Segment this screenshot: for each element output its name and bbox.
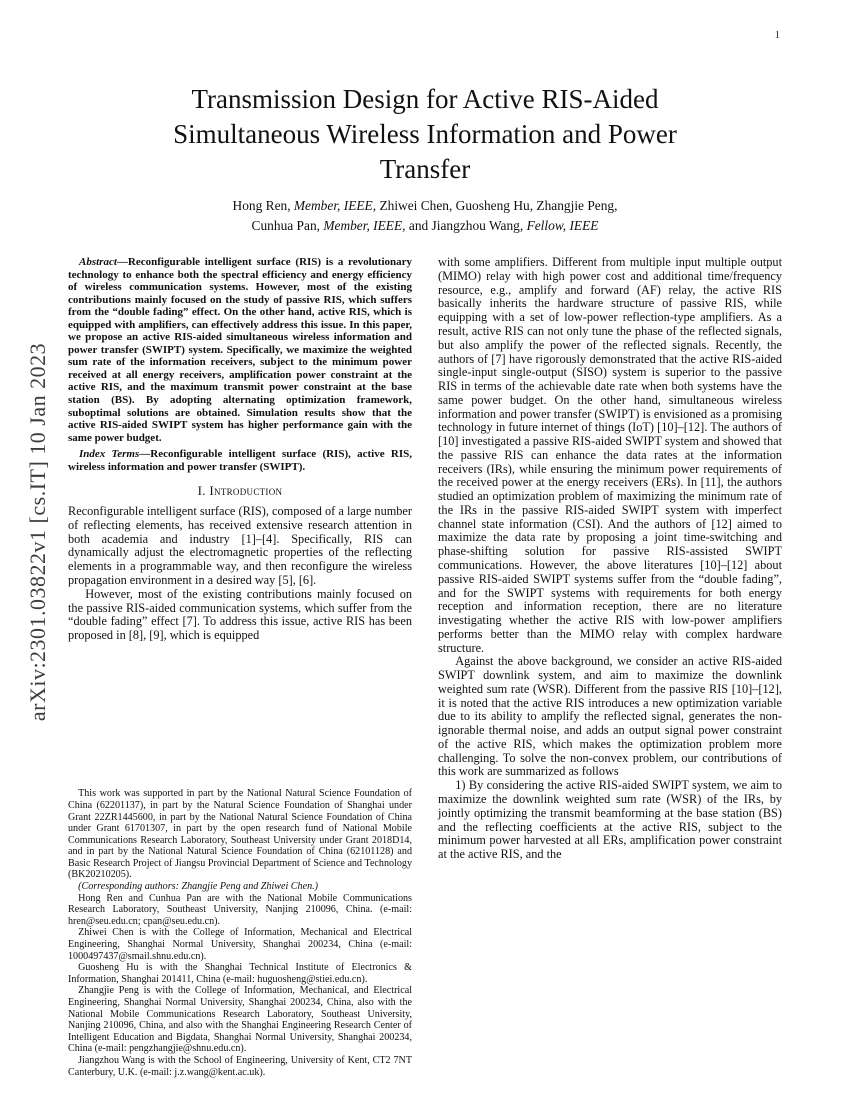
footnote-affiliation-zhiwei-chen: Zhiwei Chen is with the College of Information, Mechanical and Electrical Engineering, Shanghai Normal University, Shanghai 200234, China (e-mail: 1000497437@smail.shnu.edu.cn). xyxy=(68,927,412,962)
intro-paragraph-1: Reconfigurable intelligent surface (RIS), composed of a large number of reflecting elements, has received extensive research attention in both academia and industry [1]–[4]. Specifically, RIS can dynamically adjust the electromagnetic properties of the reflecting elements in a programmable way, and then reconfigure the wireless propagation environment in a desired way [5], [6]. xyxy=(68,504,412,588)
abstract-text: —Reconfigurable intelligent surface (RIS) is a revolutionary technology to enhance both the spectral efficiency and energy efficiency of wireless communication systems. However, most of the existing contributions mainly focused on the study of passive RIS, which suffers from the “double fading” effect. On the other hand, active RIS, which is equipped with amplifiers, can effectively address this issue. In this paper, we propose an active RIS-aided simultaneous wireless information and power transfer (SWIPT) system. Specifically, we maximize the weighted sum rate of the information receivers, subject to the minimum power received at all energy receivers, amplification power constraint at the active RIS, and the maximum transmit power constraint at the base station (BS). By adopting alternating optimization framework, suboptimal solutions are obtained. Simulation results show that the active RIS-aided SWIPT system has higher performance gain with the same power budget. xyxy=(68,256,412,444)
author-line-1 xyxy=(0,196,850,215)
page-number: 1 xyxy=(774,30,780,41)
arxiv-watermark: arXiv:2301.03822v1 [cs.IT] 10 Jan 2023 xyxy=(25,342,50,722)
section-heading-introduction: I. Introduction xyxy=(197,483,283,499)
footnote-affiliation-zhangjie-peng: Zhangjie Peng is with the College of Information, Mechanical, and Electrical Engineering, Shanghai Normal University, Shanghai 200234, China, also with the National Mobile Communications Research Laboratory, Southeast University, Nanjing 210096, China, and also with the Shanghai Engineering Research Center of Intelligent Education and Bigdata, Shanghai Normal University, Shanghai 200234, China (e-mail: pengzhangjie@shnu.edu.cn). xyxy=(68,985,412,1055)
right-column xyxy=(438,256,782,1078)
paper-title-line-1: Transmission Design for Active RIS-Aided xyxy=(191,84,659,114)
abstract-paragraph xyxy=(68,256,412,444)
body-paragraph-continuation: with some amplifiers. Different from multiple input multiple output (MIMO) relay with high power cost and additional time/frequency resource, e.g., amplify and forward (AF) relay, the active RIS basically inherits the hardware structure of passive RIS, while equipping with a set of low-power reflection-type amplifiers. As a result, active RIS can not only tune the phase of the reflected signals, but also amplify the power of the reflected signals. Recently, the authors of [7] have rigorously demonstrated that the active RIS-aided single-input single-output (SISO) system is superior to the passive RIS in terms of the achievable date rate when both systems have the same power budget. On the other hand, simultaneous wireless information and power transfer (SWIPT) is envisioned as a promising technology in future internet of things (IoT) [10]–[12]. The authors of [10] investigated a passive RIS-aided SWIPT system and showed that the passive RIS can enhance the data rates at the information receivers (IRs), while ensuring the minimum power requirements of the received power at the energy receivers (ERs). In [11], the authors studied an optimization problem of maximizing the minimum rate of the IRs in the passive RIS-aided SWIPT system with imperfect channel state information (CSI). And the authors of [12] aimed to maximize the data rate by proposing a joint time-switching and phase-shifting solution for passive RIS-assisted SWIPT communications. However, the above literatures [10]–[12] about passive RIS-aided SWIPT systems suffer from the “double fading”, and for the SWIPT systems with requirements for both energy reception and information reception, there are no literature investigating whether the active RIS with low-power amplifiers performs better than the MIMO relay with complex hardware structure. xyxy=(438,255,782,655)
author-names: Hong Ren, xyxy=(232,198,294,214)
paper-title-line-2: Simultaneous Wireless Information and Power xyxy=(173,119,677,150)
footnote-block xyxy=(68,778,412,1078)
abstract-label: Abstract xyxy=(79,256,117,269)
footnote-affiliation-guosheng-hu: Guosheng Hu is with the Shanghai Technical Institute of Electronics & Information, Shanghai 201411, China (e-mail: huguosheng@stiei.edu.cn). xyxy=(68,962,412,985)
left-column xyxy=(68,256,412,1078)
paper-title xyxy=(95,82,755,187)
index-terms-paragraph xyxy=(68,448,412,473)
footnote-affiliation-jiangzhou-wang: Jiangzhou Wang is with the School of Engineering, University of Kent, CT2 7NT Canterbury, U.K. (e-mail: j.z.wang@kent.ac.uk). xyxy=(68,1054,412,1078)
paper-title-line-3: Transfer xyxy=(379,154,471,185)
index-terms-text: —Reconfigurable intelligent surface (RIS), active RIS, wireless information and power transfer (SWIPT). xyxy=(68,448,412,473)
author-line-2 xyxy=(0,216,850,235)
intro-paragraph-2: However, most of the existing contributions mainly focused on the passive RIS-aided communication systems, which suffer from the “double fading” effect [7]. To address this issue, active RIS has been proposed in [8], [9], which is equipped xyxy=(68,586,412,643)
footnote-corresponding-authors: (Corresponding authors: Zhangjie Peng and Zhiwei Chen.) xyxy=(78,881,319,893)
footnote-affiliation-hong-ren: Hong Ren and Cunhua Pan are with the National Mobile Communications Research Laboratory, Southeast University, Nanjing 210096, China. (e-mail: hren@seu.edu.cn; cpan@seu.edu.cn). xyxy=(68,892,412,927)
author-affiliation-title: Fellow, IEEE xyxy=(526,217,599,233)
author-names: and Jiangzhou Wang, xyxy=(405,217,527,233)
body-paragraph-background: Against the above background, we consider an active RIS-aided SWIPT downlink system, and aim to maximize the downlink weighted sum rate (WSR). Different from the passive RIS [10]–[12], it is noted that the active RIS introduces a new optimization variable due to its ability to amplify the reflected signal, generates the non-ignorable thermal noise, and adds an output signal power constraint of the active RIS, which makes the optimization problem more challenging. To solve the non-convex problem, our contributions of this work are summarized as follows xyxy=(438,654,782,779)
author-list xyxy=(0,196,850,235)
author-names: Cunhua Pan, xyxy=(251,217,324,233)
author-names: Zhiwei Chen, Guosheng Hu, Zhangjie Peng, xyxy=(376,198,618,214)
author-affiliation-title: Member, IEEE, xyxy=(293,198,377,214)
body-paragraph-contribution-1: 1) By considering the active RIS-aided SWIPT system, we aim to maximize the downlink weighted sum rate (WSR) of the IRs, by jointly optimizing the transmit beamforming at the base station (BS) and the reflecting coefficients at the active RIS, subject to the minimum power harvested at all ERs, amplification power constraint at the active RIS, and the xyxy=(438,778,782,862)
footnote-funding: This work was supported in part by the National Natural Science Foundation of China (62201137), in part by the Natural Science Foundation of Shanghai under Grant 22ZR1445600, in part by the National Natural Science Foundation of China under Grant 61701307, in part by the open research fund of National Mobile Communications Research Laboratory, Southeast University under Grant 2018D14, and in part by the National Natural Science Foundation of China (62101128) and Basic Research Project of Jiangsu Provincial Department of Science and Technology (BK20210205). xyxy=(68,788,412,881)
two-column-body xyxy=(0,256,850,1078)
author-affiliation-title: Member, IEEE, xyxy=(323,217,406,233)
index-terms-label: Index Terms xyxy=(79,448,140,461)
